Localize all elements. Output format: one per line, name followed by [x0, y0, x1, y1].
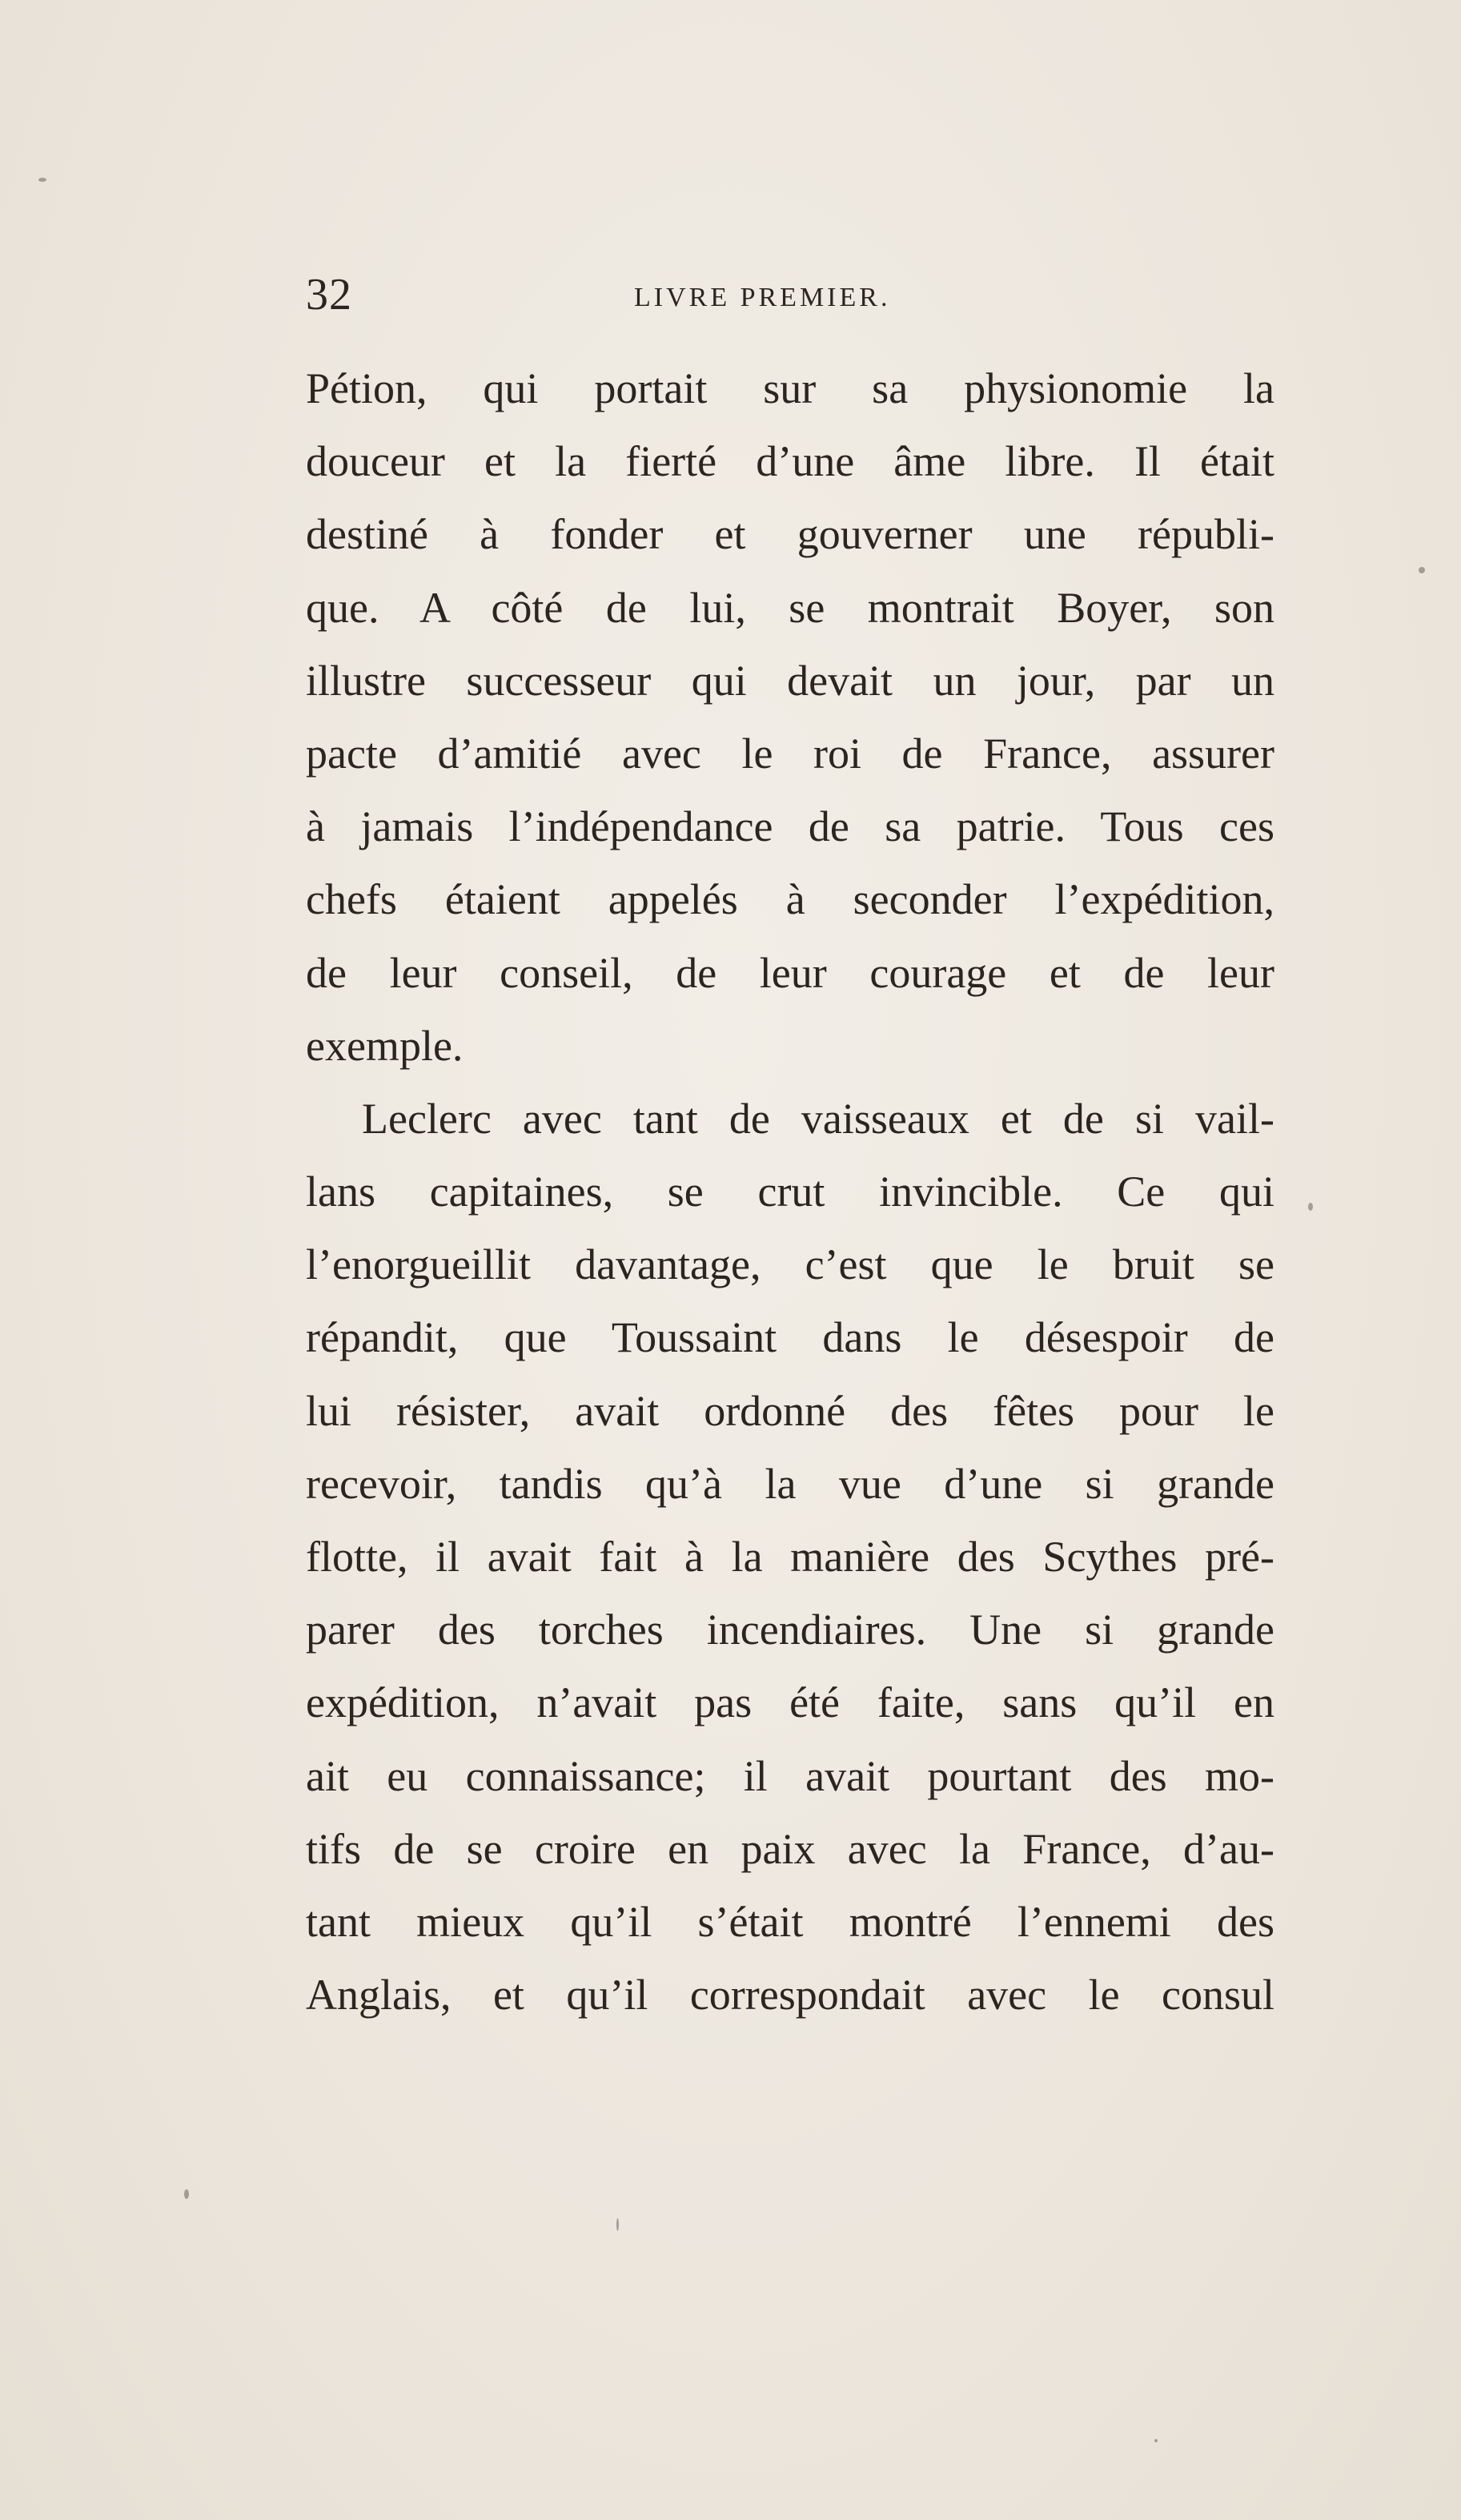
text-line: lans capitaines, se crut invincible. Ce qui — [306, 1168, 1274, 1216]
page-number: 32 — [306, 270, 352, 320]
text-line: douceur et la fierté d’une âme libre. Il était — [306, 437, 1274, 486]
text-line: expédition, n’avait pas été faite, sans qu’il en — [306, 1678, 1274, 1727]
text-line: destiné à fonder et gouverner une républi- — [306, 510, 1274, 559]
paper-speck — [1419, 567, 1425, 573]
paper-speck — [38, 178, 46, 182]
paragraph-start-line: Leclerc avec tant de vaisseaux et de si vail- — [362, 1094, 1274, 1143]
text-line: Pétion, qui portait sur sa physionomie la — [306, 364, 1274, 412]
text-line: tant mieux qu’il s’était montré l’ennemi des — [306, 1897, 1274, 1946]
text-line: chefs étaient appelés à seconder l’expédition, — [306, 875, 1274, 924]
text-line: parer des torches incendiaires. Une si grande — [306, 1606, 1274, 1654]
running-title: LIVRE PREMIER. — [634, 283, 891, 312]
text-line: répandit, que Toussaint dans le désespoir de — [306, 1313, 1274, 1362]
paragraph-end-line: exemple. — [306, 1021, 464, 1070]
body-text — [306, 352, 1274, 2032]
paper-speck — [1308, 1203, 1313, 1211]
text-line: flotte, il avait fait à la manière des Scythes pré- — [306, 1533, 1274, 1581]
text-line: Anglais, et qu’il correspondait avec le consul — [306, 1971, 1274, 2020]
text-line: pacte d’amitié avec le roi de France, assurer — [306, 729, 1274, 778]
text-line: illustre successeur qui devait un jour, par un — [306, 656, 1274, 705]
text-line: lui résister, avait ordonné des fêtes pour le — [306, 1386, 1274, 1435]
text-line: l’enorgueillit davantage, c’est que le bruit se — [306, 1240, 1274, 1289]
text-line: tifs de se croire en paix avec la France, d’au- — [306, 1824, 1274, 1873]
paper-speck — [1154, 2439, 1158, 2442]
text-line: de leur conseil, de leur courage et de leur — [306, 948, 1274, 997]
paper-speck — [184, 2189, 189, 2199]
text-line: recevoir, tandis qu’à la vue d’une si grande — [306, 1459, 1274, 1508]
running-head — [306, 271, 1274, 319]
text-line: que. A côté de lui, se montrait Boyer, son — [306, 583, 1274, 632]
paper-speck — [616, 2218, 619, 2231]
text-line: ait eu connaissance; il avait pourtant des mo- — [306, 1751, 1274, 1800]
text-line: à jamais l’indépendance de sa patrie. Tous ces — [306, 802, 1274, 851]
